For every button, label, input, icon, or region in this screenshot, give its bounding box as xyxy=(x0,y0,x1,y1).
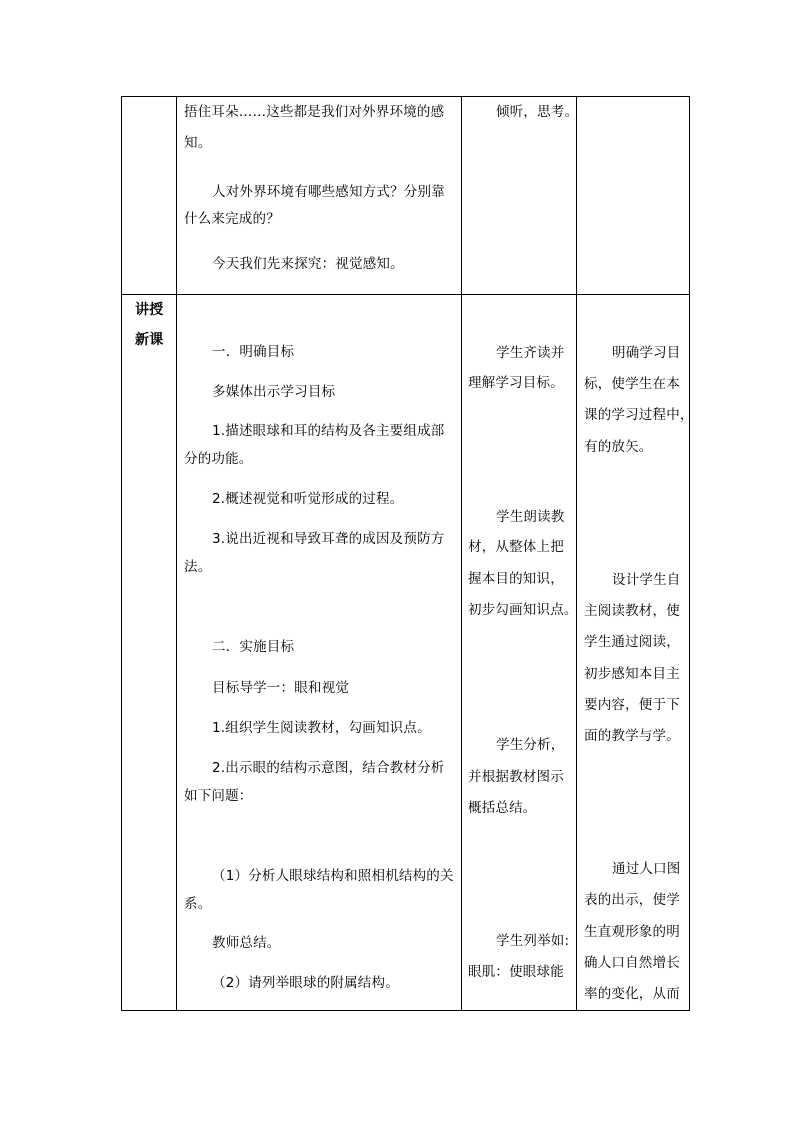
row2-label-line-1: 讲授 xyxy=(135,302,164,318)
row2-content-line-14: 系。 xyxy=(184,896,212,912)
row2-content-line-3: 1.描述眼球和耳的结构及各主要组成部 xyxy=(212,423,445,439)
row2-content-line-12: 如下问题： xyxy=(184,788,253,804)
row2-design-line-4: 有的放矢。 xyxy=(584,439,653,455)
row2-content-line-2: 多媒体出示学习目标 xyxy=(212,384,336,400)
row2-content-line-8: 二．实施目标 xyxy=(212,639,295,655)
row1-content-line-1: 捂住耳朵……这些都是我们对外界环境的感 xyxy=(184,104,445,120)
row2-content-line-9: 目标导学一：眼和视觉 xyxy=(212,680,349,696)
row2-design-line-10: 面的教学与学。 xyxy=(584,728,680,744)
row2-design-line-8: 初步感知本目主 xyxy=(584,666,680,682)
table-border-right xyxy=(689,96,690,1011)
row2-content-line-10: 1.组织学生阅读教材，勾画知识点。 xyxy=(212,720,431,736)
row2-design-line-7: 学生通过阅读， xyxy=(584,634,680,650)
row2-content-line-15: 教师总结。 xyxy=(212,935,281,951)
row1-content-line-3: 人对外界环境有哪些感知方式？分别靠 xyxy=(212,184,445,200)
row2-design-line-6: 主阅读教材，使 xyxy=(584,603,680,619)
row2-student-line-10: 学生列举如: xyxy=(496,933,570,949)
table-divider-1 xyxy=(176,96,177,1011)
table-row-divider xyxy=(121,294,690,295)
row2-student-line-3: 学生朗读教 xyxy=(496,509,565,525)
row1-content-line-4: 什么来完成的？ xyxy=(184,211,280,227)
row2-content-line-7: 法。 xyxy=(184,559,212,575)
row1-content-line-5: 今天我们先来探究：视觉感知。 xyxy=(212,256,404,272)
row2-student-line-1: 学生齐读并 xyxy=(496,345,565,361)
row2-student-line-9: 概括总结。 xyxy=(468,800,537,816)
row2-content-line-1: 一．明确目标 xyxy=(212,344,295,360)
row1-student-line-1: 倾听，思考。 xyxy=(496,104,579,120)
row2-content-line-11: 2.出示眼的结构示意图，结合教材分析 xyxy=(212,760,445,776)
row2-design-line-11: 通过人口图 xyxy=(612,861,681,877)
row2-design-line-12: 表的出示，使学 xyxy=(584,892,680,908)
row2-content-line-13: （1）分析人眼球结构和照相机结构的关 xyxy=(212,868,454,884)
row2-student-line-6: 初步勾画知识点。 xyxy=(468,602,578,618)
row1-content-line-2: 知。 xyxy=(184,135,212,151)
table-divider-3 xyxy=(576,96,577,1011)
row2-student-line-8: 并根据教材图示 xyxy=(468,769,564,785)
row2-content-line-16: （2）请列举眼球的附属结构。 xyxy=(212,975,399,991)
row2-content-line-4: 分的功能。 xyxy=(184,451,253,467)
row2-label-line-2: 新课 xyxy=(135,332,164,348)
row2-design-line-9: 要内容，便于下 xyxy=(584,697,680,713)
row2-content-line-6: 3.说出近视和导致耳聋的成因及预防方 xyxy=(212,531,445,547)
row2-design-line-5: 设计学生自 xyxy=(612,572,681,588)
row2-student-line-4: 材，从整体上把 xyxy=(468,539,564,555)
row2-student-line-5: 握本目的知识， xyxy=(468,571,564,587)
row2-design-line-15: 率的变化，从而 xyxy=(584,986,680,1002)
row2-design-line-1: 明确学习目 xyxy=(612,345,681,361)
table-divider-2 xyxy=(461,96,462,1011)
row2-design-line-3: 课的学习过程中， xyxy=(584,407,694,423)
row2-student-line-11: 眼肌：使眼球能 xyxy=(468,964,564,980)
row2-design-line-2: 标，使学生在本 xyxy=(584,376,680,392)
row2-student-line-7: 学生分析， xyxy=(496,737,565,753)
table-border-left xyxy=(121,96,122,1011)
row2-design-line-14: 确人口自然增长 xyxy=(584,955,680,971)
row2-content-line-5: 2.概述视觉和听觉形成的过程。 xyxy=(212,491,404,507)
row2-design-line-13: 生直观形象的明 xyxy=(584,924,680,940)
row2-student-line-2: 理解学习目标。 xyxy=(468,375,564,391)
table-border-bottom xyxy=(121,1010,690,1011)
